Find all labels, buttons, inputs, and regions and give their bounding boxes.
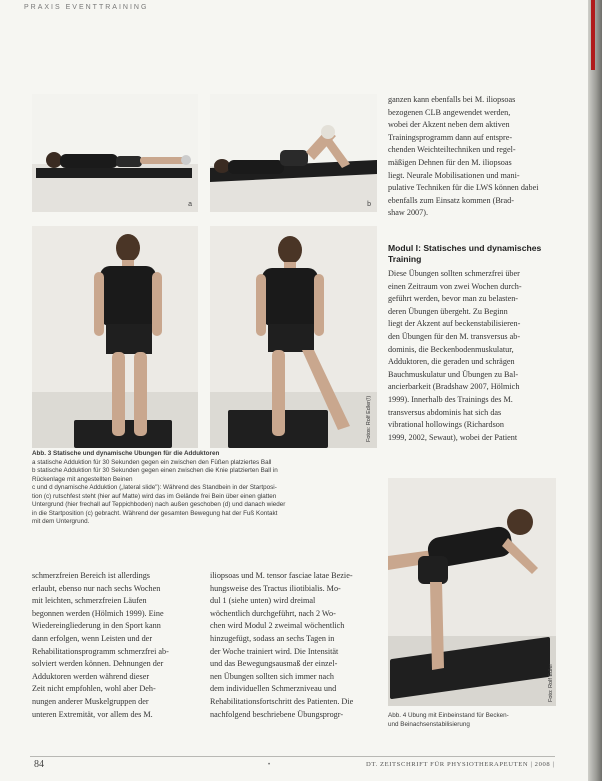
text-line: Rehabilitationsprogramm schmerzfrei ab-	[32, 646, 169, 656]
caption-line: b statische Adduktion für 30 Sekunden gegen einen zwischen die Knie platzierten Ball in	[32, 467, 278, 474]
text-line: dul 1 (siehe unten) wird dreimal	[210, 596, 316, 606]
sliding-figure-illustration	[210, 226, 377, 448]
text-line: transversus abdominis hat sich das	[388, 407, 502, 417]
text-line: solviert werden können. Dehnungen der	[32, 659, 164, 669]
photo-3c-lateral-slide-start	[32, 226, 198, 448]
photo-3b-bent-knee-adduction	[210, 94, 377, 212]
running-head: PRAXIS EVENTTRAINING	[24, 4, 149, 11]
text-line: vibrational hollowings (Richardson	[388, 420, 504, 430]
caption-line: Abb. 4 Übung mit Einbeinstand für Becken-	[388, 712, 509, 719]
text-line: dann erfolgen, wenn Leisten und der	[32, 633, 153, 643]
text-line: nen Übungen sollten sich immer nach	[210, 671, 334, 681]
caption-line: c und d dynamische Adduktion („lateral slide"): Während des Standbein in der Startposi-	[32, 484, 277, 491]
right-column-intro	[388, 94, 555, 220]
text-line: hungsweise des Tractus iliotibialis. Mo-	[210, 583, 341, 593]
text-line: Adduktoren werden während dieser	[32, 671, 150, 681]
caption-line: Rückenlage mit angestellten Beinen	[32, 475, 133, 483]
text-line: und das Bewegungsausmaß der einzel-	[210, 659, 338, 669]
figure-label-a: a	[188, 201, 192, 208]
standing-figure-illustration	[32, 226, 198, 448]
text-line: Diese Übungen sollten schmerzfrei über	[388, 269, 520, 278]
supine-figure-illustration	[32, 94, 198, 212]
caption-line: Abb. 3 Statische und dynamische Übungen für die Adduktoren	[32, 450, 220, 457]
heading-line: Modul I: Statisches und dynamisches	[388, 243, 542, 253]
caption-line: a statische Adduktion für 30 Sekunden gegen ein zwischen den Füßen platziertes Ball	[32, 458, 272, 466]
text-line: ancierbarkeit (Bradshaw 2007, Hölmich	[388, 382, 520, 392]
text-line: geführt werden, bevor man zu belasten-	[388, 294, 519, 304]
right-column-module-text	[388, 268, 555, 444]
heading-line: Training	[388, 254, 422, 264]
figure-4-caption	[388, 712, 558, 729]
caption-line: mit dem Untergrund.	[32, 518, 90, 525]
text-line: schmerzfreien Bereich ist allerdings	[32, 571, 150, 580]
text-line: chen wird Modul 2 zweimal wöchentlich	[210, 621, 345, 631]
text-line: ebenfalls zum Einsatz kommen (Brad-	[388, 195, 514, 205]
figure-3-caption	[32, 450, 377, 527]
text-line: ganzen kann ebenfalls bei M. iliopsoas	[388, 95, 516, 104]
text-line: bezogenen CLB angewendet werden,	[388, 107, 511, 117]
text-line: 1999). Innerhalb des Trainings des M.	[388, 394, 513, 404]
figure-label-b: b	[367, 201, 371, 208]
text-line: pulative Techniken für die LWS können dabei	[388, 183, 539, 193]
text-line: mit leichten, schmerzfreien Läufen	[32, 596, 147, 606]
text-line: shaw 2007).	[388, 208, 429, 218]
text-line: dominis, die Beckenbodenmuskulatur,	[388, 344, 514, 354]
text-line: Bauchmuskulatur und Übungen zu Bal-	[388, 369, 519, 379]
text-line: Zeit nicht empfohlen, wohl aber Deh-	[32, 684, 156, 694]
caption-line: in die Startposition (c) gebracht. Während der gesamten Bewegung hat der Fuß Kontakt	[32, 509, 278, 517]
text-line: dem individuellen Schmerzniveau und	[210, 684, 337, 694]
edge-color-marker	[591, 0, 595, 70]
body-column-1	[32, 570, 200, 721]
text-line: Adduktoren, die geraden und schrägen	[388, 357, 515, 367]
text-line: liegt der Akzent auf beckenstabilisieren-	[388, 319, 521, 329]
footer-divider	[30, 756, 555, 757]
text-line: erlaubt, ebenso nur nach sechs Wochen	[32, 583, 161, 593]
text-line: Rehabilitationsfortschritt des Patienten. Die	[210, 696, 354, 706]
text-line: 1999, 2002, Sewaut), wobei der Patient	[388, 432, 518, 442]
photo-3d-lateral-slide-out	[210, 226, 377, 448]
text-line: unteren Extremität, vor allem des M.	[32, 709, 153, 719]
page-number: 84	[34, 759, 44, 770]
text-line: wöchentlich durchgeführt, nach 2 Wo-	[210, 608, 336, 618]
text-line: Trainingsprogramm dann auf entspre-	[388, 132, 513, 142]
bent-knee-figure-illustration	[210, 94, 377, 212]
text-line: begonnen werden (Hölmich 1999). Eine	[32, 608, 164, 618]
caption-line: und Beinachsenstabilisierung	[388, 720, 470, 728]
text-line: den Übungen für den M. transversus ab-	[388, 331, 521, 341]
text-line: der Woche trainiert wird. Die Intensität	[210, 646, 339, 656]
footer-separator: •	[268, 762, 271, 768]
photo-credit-bottom: Foto: Rolf Edler	[548, 663, 554, 702]
balance-figure-illustration	[388, 478, 556, 706]
text-line: einen Zeitraum von zwei Wochen durch-	[388, 281, 522, 291]
caption-line: Untergrund (hier frechall auf Teppichboden) nach außen geschoben (d) und danach wieder	[32, 501, 286, 508]
photo-4-single-leg-stance	[388, 478, 556, 706]
caption-line: tion (c) rutschfest steht (hier auf Matte) wird das im Gelände frei Bein über einen glatten	[32, 492, 277, 500]
text-line: Wiedereingliederung in den Sport kann	[32, 621, 161, 631]
text-line: liegt. Neurale Mobilisationen und mani-	[388, 170, 520, 180]
photo-credit-top: Fotos: Rolf Edler(!)	[366, 395, 372, 442]
text-line: mäßigen Dehnen für den M. iliopsoas	[388, 157, 512, 167]
journal-title: DT. ZEITSCHRIFT FÜR PHYSIOTHERAPEUTEN | 2008 |	[366, 761, 555, 768]
page-binding-edge	[588, 0, 602, 781]
text-line: iliopsoas und M. tensor fasciae latae Bezie-	[210, 571, 353, 580]
module-heading	[388, 243, 558, 265]
photo-3a-supine-adduction	[32, 94, 198, 212]
body-column-2	[210, 570, 378, 721]
text-line: hinzugefügt, sodass an sechs Tagen in	[210, 633, 335, 643]
text-line: nachfolgend beschriebene Übungsprogr-	[210, 709, 344, 719]
text-line: chenden Weichteiltechniken und regel-	[388, 145, 516, 155]
text-line: nungen anderer Muskelgruppen der	[32, 696, 149, 706]
text-line: wobei der Akzent neben dem aktiven	[388, 120, 510, 130]
text-line: deren Übungen übergeht. Zu Beginn	[388, 306, 508, 316]
